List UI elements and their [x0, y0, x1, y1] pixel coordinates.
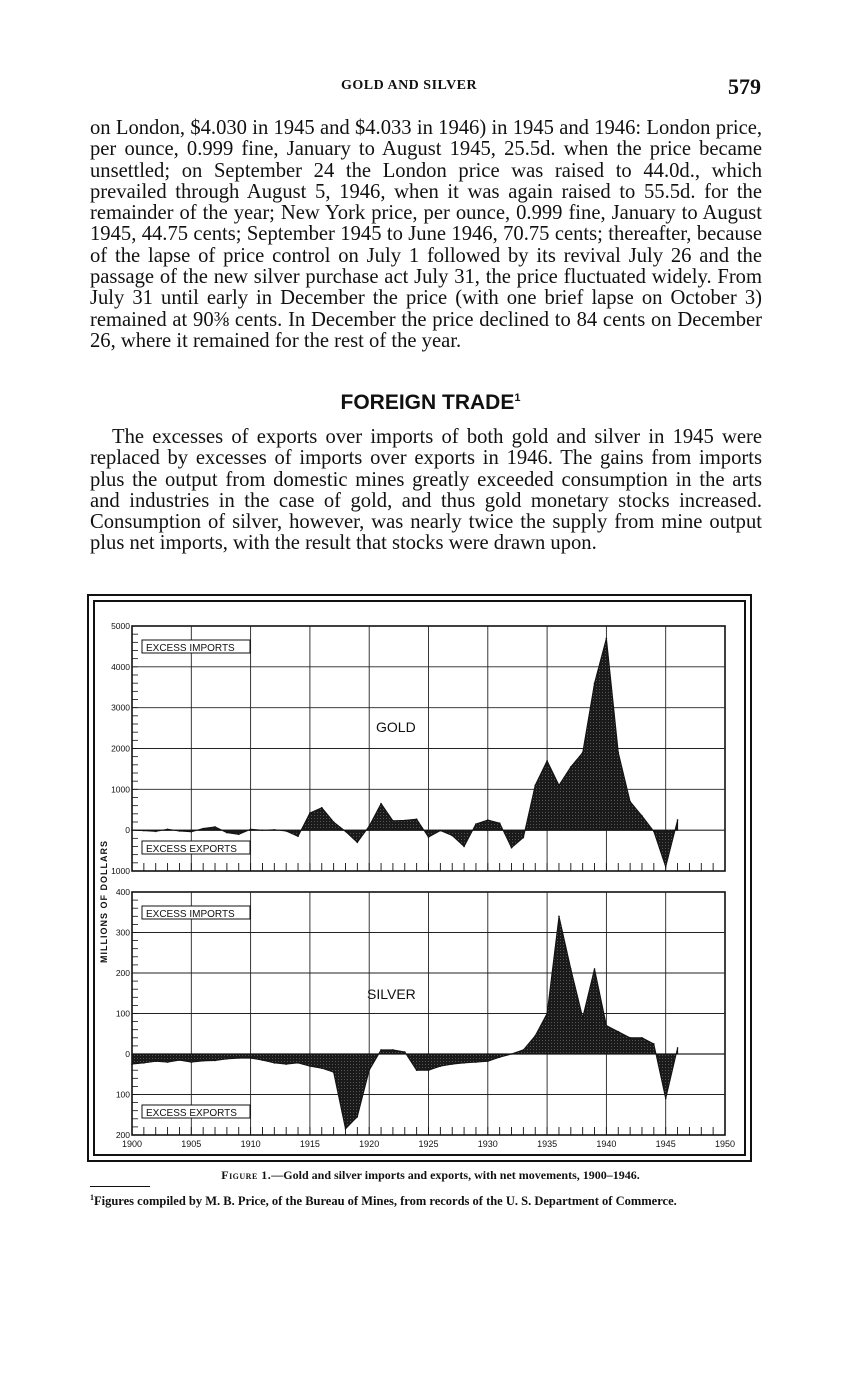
data-point	[202, 828, 204, 830]
y-tick-label: 100	[115, 1008, 130, 1019]
data-point	[558, 784, 560, 786]
data-point	[523, 1049, 525, 1051]
data-point	[511, 847, 513, 849]
data-point	[641, 815, 643, 817]
data-point	[214, 826, 216, 828]
running-title: GOLD AND SILVER	[341, 78, 478, 93]
data-point	[191, 831, 193, 833]
body-paragraph-2: The excesses of exports over imports of both gold and silver in 1945 were replaced by excesses of imports over exports in 1946. The gains from imports plus the output from domestic mines greatly exceeded consumption in the arts and industries in the case of gold, and thus gold monetary stocks increased. Consumption of silver, however, was nearly twice the supply from mine output plus net imports, with the result that stocks were drawn upon.	[90, 426, 762, 555]
data-point	[499, 822, 501, 824]
data-point	[475, 1061, 477, 1063]
footnote	[90, 1191, 758, 1208]
data-point	[392, 820, 394, 822]
data-point	[297, 835, 299, 837]
x-tick-label: 1925	[418, 1139, 439, 1149]
y-tick-label: 200	[115, 968, 130, 978]
data-point	[309, 812, 311, 814]
data-point	[570, 766, 572, 768]
data-point	[653, 1043, 655, 1045]
data-point	[214, 1060, 216, 1062]
running-head	[0, 74, 861, 104]
data-point	[475, 823, 477, 825]
excess-exports-label: EXCESS EXPORTS	[146, 1108, 237, 1119]
data-point	[250, 829, 252, 831]
data-point	[345, 1128, 347, 1130]
data-point	[179, 830, 181, 832]
data-point	[416, 818, 418, 820]
body-paragraph-1: on London, $4.030 in 1945 and $4.033 in 1946) in 1945 and 1946: London price, per ounce, 0.999 fine, January to August 1945, 25.5d. when the price became unsettled; on September 24 the London price was raised to 44.0d., which prevailed through August 5, 1946, when it was again raised to 55.5d. for the remainder of the year; New York price, per ounce, 0.999 fine, January to August 1945, 44.75 cents; September 1945 to June 1946, 70.75 cents; thereafter, because of the lapse of price control on July 1 followed by its revival July 26 and the passage of the new silver purchase act July 31, the price fluctuated widely. From July 31 until early in December the price (with one brief lapse on October 3) remained at 90⅜ cents. In December the price declined to 84 cents on December 26, where it remained for the rest of the year.	[90, 117, 762, 352]
data-point	[191, 1061, 193, 1063]
data-point	[463, 1062, 465, 1064]
data-point	[143, 1062, 145, 1064]
y-tick-label: 0	[125, 1049, 130, 1059]
data-point	[582, 1017, 584, 1019]
data-point	[274, 829, 276, 831]
footnote-rule	[90, 1186, 150, 1187]
footnote-mark: 1	[90, 1193, 94, 1202]
data-point	[582, 752, 584, 754]
data-point	[380, 803, 382, 805]
data-point	[606, 637, 608, 639]
data-point	[226, 832, 228, 834]
x-tick-label: 1915	[299, 1139, 320, 1149]
data-point	[262, 829, 264, 831]
data-point	[143, 830, 145, 832]
x-tick-label: 1910	[240, 1139, 261, 1149]
x-tick-label: 1945	[655, 1139, 676, 1149]
y-tick-label: 1000	[111, 784, 130, 795]
data-point	[665, 1098, 667, 1100]
data-point	[641, 1037, 643, 1039]
data-point	[487, 819, 489, 821]
footnote-text: Figures compiled by M. B. Price, of the Bureau of Mines, from records of the U. S. Department of Commerce.	[94, 1194, 677, 1209]
x-tick-label: 1930	[477, 1139, 498, 1149]
data-point	[392, 1049, 394, 1051]
data-point	[617, 752, 619, 754]
data-point	[238, 833, 240, 835]
x-tick-label: 1940	[596, 1139, 617, 1149]
data-point	[523, 837, 525, 839]
data-point	[487, 1060, 489, 1062]
data-point	[594, 968, 596, 970]
data-point	[451, 835, 453, 837]
data-point	[451, 1063, 453, 1065]
excess-exports-label: EXCESS EXPORTS	[146, 844, 237, 855]
data-point	[499, 1056, 501, 1058]
y-tick-label: 2000	[111, 743, 130, 754]
data-point	[546, 760, 548, 762]
data-point	[404, 1051, 406, 1053]
data-point	[629, 801, 631, 803]
data-point	[321, 807, 323, 809]
chart-panel-silver	[116, 887, 735, 1149]
data-point	[274, 1062, 276, 1064]
data-point	[321, 1067, 323, 1069]
figure-frame	[87, 594, 752, 1162]
y-tick-label: 0	[125, 825, 130, 836]
figure-caption-text: —Gold and silver imports and exports, with net movements, 1900–1946.	[271, 1168, 640, 1182]
y-tick-label: 4000	[111, 661, 130, 672]
data-point	[440, 830, 442, 832]
data-point	[285, 830, 287, 832]
y-tick-label: 1000	[111, 866, 130, 876]
data-point	[606, 1025, 608, 1027]
page-number: 579	[728, 74, 761, 99]
data-point	[131, 829, 133, 831]
data-point	[179, 1059, 181, 1061]
data-point	[368, 1069, 370, 1071]
data-point	[428, 1069, 430, 1071]
data-point	[285, 1063, 287, 1065]
section-title	[0, 391, 861, 415]
data-point	[534, 1035, 536, 1037]
x-tick-label: 1950	[714, 1139, 736, 1149]
data-point	[416, 1069, 418, 1071]
data-point	[558, 916, 560, 918]
data-point	[309, 1065, 311, 1067]
data-point	[167, 1061, 169, 1063]
data-point	[665, 866, 667, 868]
excess-imports-label: EXCESS IMPORTS	[146, 909, 235, 920]
data-point	[629, 1037, 631, 1039]
x-tick-label: 1900	[121, 1139, 143, 1149]
data-point	[155, 831, 157, 833]
y-tick-label: 400	[115, 887, 130, 897]
series-area-gold	[132, 638, 678, 867]
data-point	[333, 821, 335, 823]
x-tick-label: 1920	[359, 1139, 380, 1149]
y-tick-label: 3000	[111, 702, 130, 713]
series-area-silver	[132, 916, 678, 1129]
y-tick-label: 200	[115, 1130, 130, 1140]
data-point	[546, 1013, 548, 1015]
data-point	[534, 784, 536, 786]
x-tick-label: 1905	[181, 1139, 202, 1149]
data-point	[333, 1071, 335, 1073]
data-point	[155, 1060, 157, 1062]
data-point	[357, 842, 359, 844]
data-point	[226, 1058, 228, 1060]
data-point	[262, 1059, 264, 1061]
chart-title-gold: GOLD	[376, 719, 416, 735]
data-point	[570, 968, 572, 970]
data-point	[368, 825, 370, 827]
data-point	[677, 819, 679, 821]
data-point	[428, 836, 430, 838]
data-point	[345, 831, 347, 833]
y-tick-label: 100	[115, 1089, 130, 1100]
data-point	[677, 1047, 679, 1049]
chart-title-silver: SILVER	[367, 986, 416, 1002]
data-point	[250, 1057, 252, 1059]
data-point	[617, 1031, 619, 1033]
section-footnote-mark: 1	[514, 392, 521, 404]
data-point	[440, 1065, 442, 1067]
data-point	[238, 1057, 240, 1059]
data-point	[463, 846, 465, 848]
data-point	[202, 1060, 204, 1062]
figure-caption	[0, 1168, 861, 1183]
data-point	[380, 1049, 382, 1051]
data-point	[357, 1116, 359, 1118]
section-title-text: FOREIGN TRADE	[340, 391, 515, 414]
data-point	[404, 820, 406, 822]
data-point	[131, 1063, 133, 1065]
figure-caption-label: Figure 1.	[221, 1168, 272, 1182]
data-point	[297, 1062, 299, 1064]
data-point	[594, 682, 596, 684]
excess-imports-label: EXCESS IMPORTS	[146, 643, 235, 654]
y-tick-label: 5000	[111, 621, 130, 631]
y-tick-label: 300	[115, 927, 130, 938]
data-point	[167, 829, 169, 831]
y-axis-label: MILLIONS OF DOLLARS	[99, 840, 109, 963]
trade-chart	[89, 596, 754, 1164]
x-tick-label: 1935	[537, 1139, 558, 1149]
data-point	[511, 1053, 513, 1055]
data-point	[653, 831, 655, 833]
